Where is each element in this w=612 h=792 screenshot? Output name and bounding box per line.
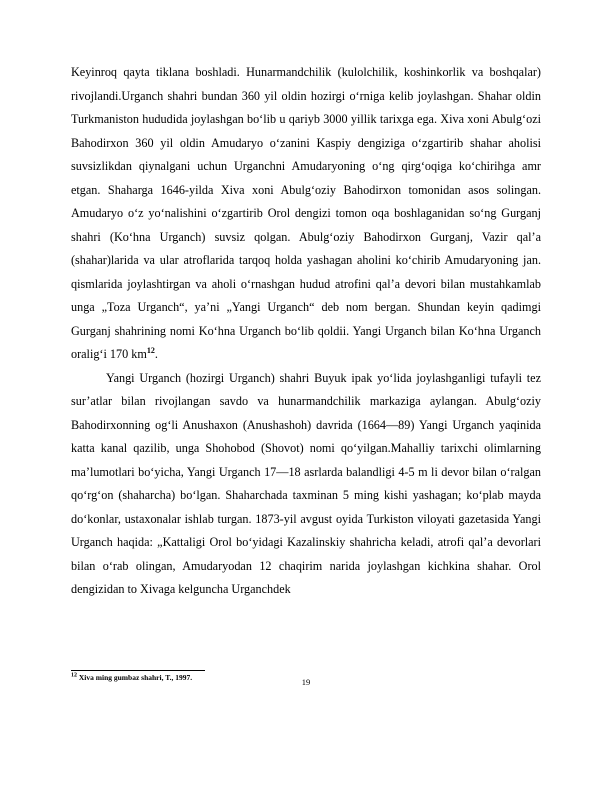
footnote-divider bbox=[71, 670, 205, 671]
footnote-text: Xiva ming gumbaz shahri, T., 1997. bbox=[78, 673, 193, 682]
page-body bbox=[71, 61, 541, 602]
paragraph-1-text: Keyinroq qayta tiklana boshladi. Hunarmandchilik (kulolchilik, koshinkorlik va boshqalar) rivojlandi.Urganch shahri bundan 360 yil oldin hozirgi o‘rniga kelib joylashgan. Shahar oldin Turkmaniston hududida joylashgan bo‘lib u qariyb 3000 yillik tarixga ega. Xiva xoni Abulg‘ozi Bahodirxon 360 yil oldin Amudaryo o‘zanini Kaspiy dengiziga o‘zgartirib shahar aholisi suvsizlikdan qiynalgani uchun Urganchni Amudaryoning o‘ng qirg‘oqiga ko‘chirihga amr etgan. Shaharga 1646-yilda Xiva xoni Abulg‘oziy Bahodirxon tomonidan asos solingan. Amudaryo o‘z yo‘nalishini o‘zgartirib Orol dengizi tomon oqa boshlaganidan so‘ng Gurganj shahri (Ko‘hna Urganch) suvsiz qolgan. Abulg‘oziy Bahodirxon Gurganj, Vazir qal’a (shahar)larida va ular atroflarida tarqoq holda yashagan aholini ko‘chirib Amudaryoning jan. qismlarida joylashtirgan va aholi o‘rnashgan hudud atrofini qal’a devori bilan mustahkamlab unga „Toza Urganch“, ya’ni „Yangi Urganch“ deb nom bergan. Shundan keyin qadimgi Gurganj shahrining nomi Ko‘hna Urganch bo‘lib qoldii. Yangi Urganch bilan Ko‘hna Urganch oralig‘i 170 km bbox=[71, 65, 541, 361]
paragraph-1 bbox=[71, 61, 541, 367]
paragraph-2 bbox=[71, 367, 541, 602]
page-number: 19 bbox=[301, 677, 311, 687]
footnote-reference[interactable]: 12 bbox=[146, 345, 155, 355]
paragraph-2-text: Yangi Urganch (hozirgi Urganch) shahri Buyuk ipak yo‘lida joylashganligi tufayli tez sur’atlar bilan rivojlangan savdo va hunarmandchilik markaziga aylangan. Abulg‘oziy Bahodirxonning og‘li Anushaxon (Anushashoh) davrida (1664—89) Yangi Urganch yaqinida katta kanal qazilib, unga Shohobod (Shovot) nomi qo‘yilgan.Mahalliy tarixchi olimlarning ma’lumotlari bo‘yicha, Yangi Urganch 17—18 asrlarda balandligi 4-5 m li devor bilan o‘ralgan qo‘rg‘on (shaharcha) bo‘lgan. Shaharchada taxminan 5 ming kishi yashagan; ko‘plab mayda do‘konlar, ustaxonalar ishlab turgan. 1873-yil avgust oyida Turkiston viloyati gazetasida Yangi Urganch haqida: „Kattaligi Orol bo‘yidagi Kazalinskiy shahricha keladi, atrofi qal’a devorlari bilan o‘rab olingan, Amudaryodan 12 chaqirim narida joylashgan kichkina shahar. Orol dengizidan to Xivaga kelguncha Urganchdek bbox=[71, 370, 541, 596]
paragraph-1-trailing: . bbox=[154, 347, 158, 361]
footnote-number: 12 bbox=[71, 672, 77, 679]
